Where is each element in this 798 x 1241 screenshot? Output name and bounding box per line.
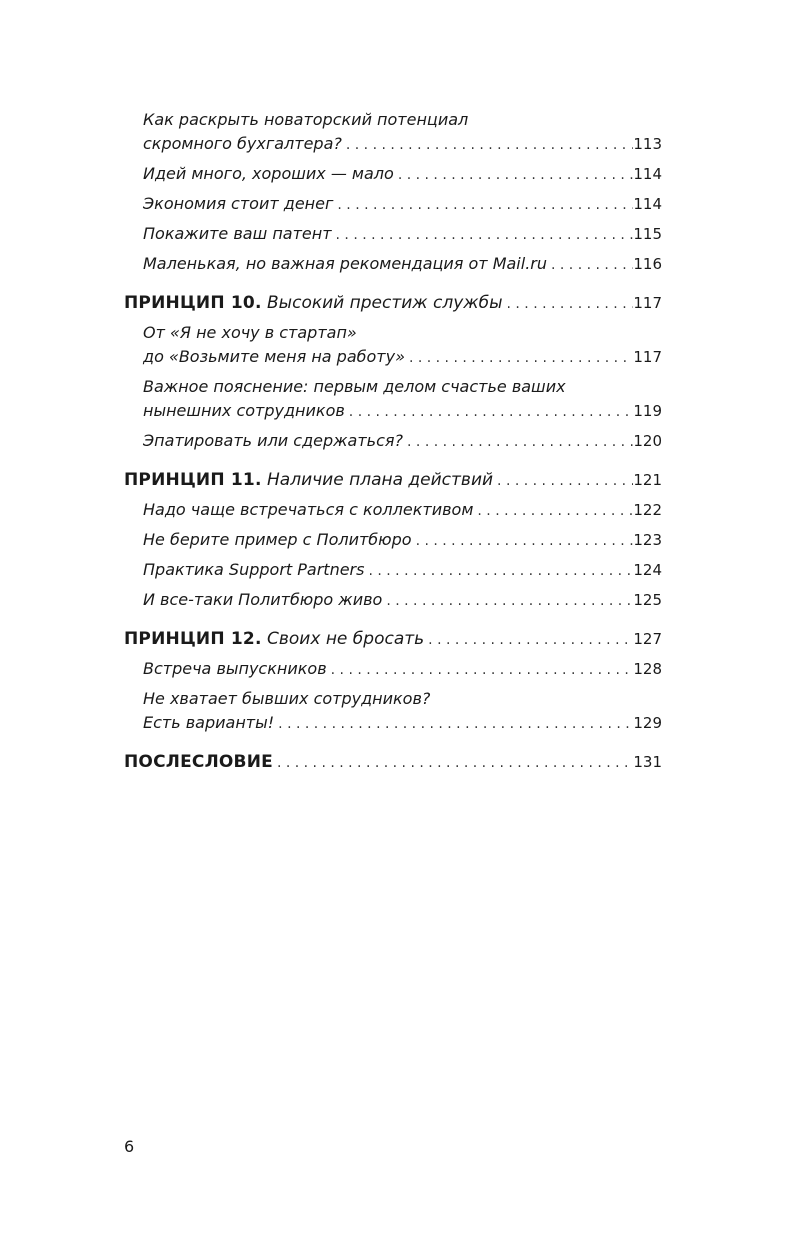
- page-number: 114: [633, 165, 662, 183]
- entry-title: Как раскрыть новаторский потенциал: [143, 110, 469, 129]
- dot-leader: [424, 628, 633, 652]
- entry-title: нынешних сотрудников: [143, 401, 345, 420]
- entry-title: Не берите пример с Политбюро: [143, 530, 412, 549]
- toc-chapter-heading[interactable]: [124, 291, 662, 316]
- toc-entry[interactable]: [124, 657, 662, 682]
- chapter-label: ПРИНЦИП 11.: [124, 470, 262, 490]
- dot-leader: [345, 400, 634, 424]
- page-number: 115: [633, 225, 662, 243]
- entry-title: Маленькая, но важная рекомендация от Mail.ru: [143, 254, 547, 273]
- entry-title: Важное пояснение: первым делом счастье ваших: [143, 377, 566, 396]
- entry-title: Не хватает бывших сотрудников?: [143, 689, 431, 708]
- page-number: 129: [633, 714, 662, 732]
- entry-title: Практика Support Partners: [143, 560, 365, 579]
- chapter-title: Своих не бросать: [267, 629, 425, 649]
- page-number: 119: [633, 402, 662, 420]
- dot-leader: [503, 292, 634, 316]
- dot-leader: [382, 589, 633, 613]
- dot-leader: [403, 430, 633, 454]
- toc-section: [124, 291, 662, 454]
- entry-title: Эпатировать или сдержаться?: [143, 431, 404, 450]
- toc-entry[interactable]: [124, 375, 662, 424]
- dot-leader: [333, 193, 633, 217]
- toc-section: [124, 108, 662, 277]
- toc-section: [124, 750, 662, 775]
- chapter-label: ПРИНЦИП 10.: [124, 293, 262, 313]
- dot-leader: [473, 499, 633, 523]
- dot-leader: [405, 346, 633, 370]
- toc-section: [124, 468, 662, 613]
- table-of-contents: [124, 108, 662, 780]
- toc-chapter-heading[interactable]: [124, 627, 662, 652]
- entry-title: до «Возьмите меня на работу»: [143, 347, 405, 366]
- toc-chapter-heading[interactable]: [124, 468, 662, 493]
- entry-title: Экономия стоит денег: [143, 194, 334, 213]
- page-number: 117: [633, 294, 662, 312]
- dot-leader: [273, 751, 633, 775]
- page-number: 125: [633, 591, 662, 609]
- page-number: 114: [633, 195, 662, 213]
- toc-entry[interactable]: [124, 558, 662, 583]
- toc-entry[interactable]: [124, 687, 662, 736]
- toc-entry[interactable]: [124, 252, 662, 277]
- chapter-title: Высокий престиж службы: [267, 293, 503, 313]
- entry-title: Надо чаще встречаться с коллективом: [143, 500, 474, 519]
- entry-title: Встреча выпускников: [143, 659, 327, 678]
- dot-leader: [412, 529, 634, 553]
- entry-title: Покажите ваш патент: [143, 224, 332, 243]
- page-number: 121: [633, 471, 662, 489]
- page-number: 131: [633, 753, 662, 771]
- page-number: 123: [633, 531, 662, 549]
- toc-entry[interactable]: [124, 429, 662, 454]
- dot-leader: [332, 223, 634, 247]
- entry-title: От «Я не хочу в стартап»: [143, 323, 357, 342]
- chapter-label: ПРИНЦИП 12.: [124, 629, 262, 649]
- dot-leader: [364, 559, 633, 583]
- dot-leader: [327, 658, 634, 682]
- chapter-title: Наличие плана действий: [267, 470, 494, 490]
- toc-entry[interactable]: [124, 321, 662, 370]
- page-number: 124: [633, 561, 662, 579]
- dot-leader: [274, 712, 633, 736]
- toc-entry[interactable]: [124, 528, 662, 553]
- chapter-label: ПОСЛЕСЛОВИЕ: [124, 752, 273, 772]
- page-number: 116: [633, 255, 662, 273]
- page-number: 120: [633, 432, 662, 450]
- dot-leader: [547, 253, 633, 277]
- entry-title: Есть варианты!: [143, 713, 275, 732]
- entry-title: И все-таки Политбюро живо: [143, 590, 383, 609]
- entry-title: скромного бухгалтера?: [143, 134, 342, 153]
- toc-chapter-heading[interactable]: [124, 750, 662, 775]
- page-number: 122: [633, 501, 662, 519]
- page-number: 128: [633, 660, 662, 678]
- dot-leader: [493, 469, 633, 493]
- page-folio: 6: [124, 1137, 135, 1156]
- toc-section: [124, 627, 662, 736]
- page-number: 113: [633, 135, 662, 153]
- page-number: 117: [633, 348, 662, 366]
- dot-leader: [394, 163, 634, 187]
- entry-title: Идей много, хороших — мало: [143, 164, 394, 183]
- toc-entry[interactable]: [124, 192, 662, 217]
- dot-leader: [342, 133, 633, 157]
- page-number: 127: [633, 630, 662, 648]
- toc-entry[interactable]: [124, 222, 662, 247]
- toc-entry[interactable]: [124, 498, 662, 523]
- toc-entry[interactable]: [124, 588, 662, 613]
- toc-entry[interactable]: [124, 108, 662, 157]
- toc-entry[interactable]: [124, 162, 662, 187]
